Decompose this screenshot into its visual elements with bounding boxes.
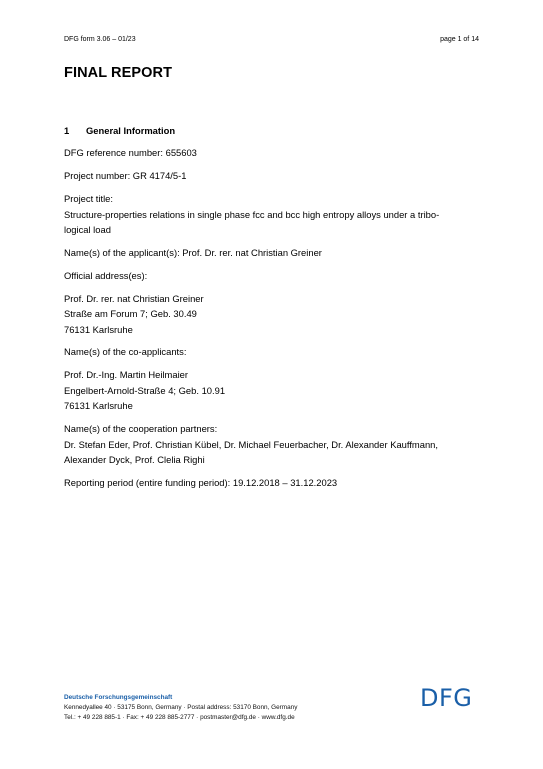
official-address-block [64, 291, 484, 337]
partners-label: Name(s) of the cooperation partners: [64, 423, 218, 435]
coapplicant-line: Engelbert-Arnold-Straße 4; Geb. 10.91 [64, 384, 226, 396]
partner-line: Alexander Dyck, Prof. Clelia Righi [64, 453, 205, 465]
coapplicants-block [64, 367, 484, 413]
reporting-period: Reporting period (entire funding period): 19.12.2018 – 31.12.2023 [64, 476, 338, 488]
project-title-block [64, 191, 484, 237]
partners-block [64, 421, 484, 467]
footer-org: Deutsche Forschungsgemeinschaft [64, 694, 173, 701]
section-title: General Information [86, 125, 176, 136]
coapplicant-line: 76131 Karlsruhe [64, 400, 133, 412]
dfg-logo: DFG [420, 684, 473, 712]
project-title-label: Project title: [64, 193, 113, 205]
address-line: 76131 Karlsruhe [64, 323, 133, 335]
applicants: Name(s) of the applicant(s): Prof. Dr. rer. nat Christian Greiner [64, 246, 322, 258]
section-heading [64, 123, 484, 138]
project-number: Project number: GR 4174/5-1 [64, 170, 187, 182]
form-id: DFG form 3.06 – 01/23 [64, 36, 136, 43]
address-line: Straße am Forum 7; Geb. 30.49 [64, 308, 197, 320]
address-line: Prof. Dr. rer. nat Christian Greiner [64, 292, 204, 304]
reference-number: DFG reference number: 655603 [64, 147, 197, 159]
footer-contact: Tel.: + 49 228 885-1 · Fax: + 49 228 885-2777 · postmaster@dfg.de · www.dfg.de [64, 714, 295, 721]
coapplicants-label: Name(s) of the co-applicants: [64, 346, 187, 358]
footer [64, 693, 297, 723]
footer-address: Kennedyallee 40 · 53175 Bonn, Germany · Postal address: 53170 Bonn, Germany [64, 704, 298, 711]
page-number: page 1 of 14 [440, 36, 479, 43]
page-title: FINAL REPORT [64, 65, 173, 81]
project-title-line: Structure-properties relations in single phase fcc and bcc high entropy alloys under a tribo- [64, 208, 440, 220]
report-body [64, 123, 484, 498]
section-number: 1 [64, 125, 70, 136]
partner-line: Dr. Stefan Eder, Prof. Christian Kübel, Dr. Michael Feuerbacher, Dr. Alexander Kauffmann, [64, 438, 438, 450]
coapplicant-line: Prof. Dr.-Ing. Martin Heilmaier [64, 369, 188, 381]
official-address-label: Official address(es): [64, 269, 148, 281]
project-title-line: logical load [64, 224, 111, 236]
